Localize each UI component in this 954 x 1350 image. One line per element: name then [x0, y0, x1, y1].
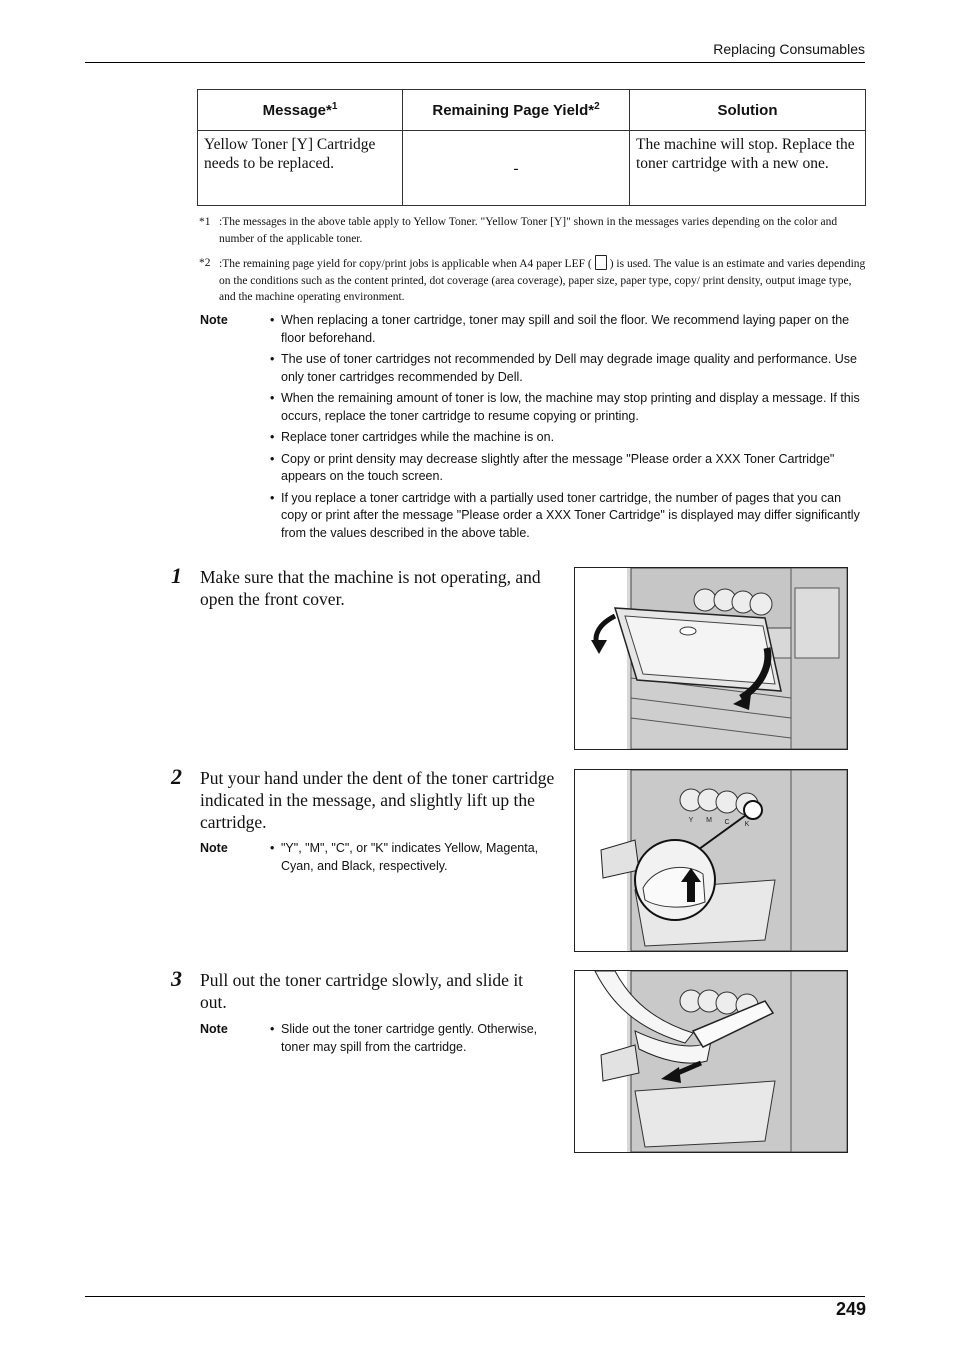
main-note-list [270, 312, 866, 546]
cell-solution: The machine will stop. Replace the toner cartridge with a new one. [630, 131, 866, 206]
note-item: • Slide out the toner cartridge gently. Otherwise, toner may spill from the cartridge. [270, 1021, 560, 1056]
cell-message: Yellow Toner [Y] Cartridge needs to be replaced. [198, 131, 403, 206]
note-label: Note [200, 1022, 228, 1036]
note-label: Note [200, 313, 228, 327]
step-number: 1 [171, 563, 182, 588]
step-number: 2 [171, 764, 182, 789]
figure-open-front-cover [574, 567, 848, 750]
footnote-text: :The remaining page yield for copy/print jobs is applicable when A4 paper LEF ( ) is used. The value is an estimate and varies depending on the conditions such as the content printed, dot coverage (area coverage), paper size, paper type, copy/ print density, output image type, and the machine operating environment. [219, 255, 869, 306]
note-item: • "Y", "M", "C", or "K" indicates Yellow, Magenta, Cyan, and Black, respectively. [270, 840, 560, 875]
label-m: M [706, 817, 712, 824]
header-rule [85, 62, 865, 63]
column-header-remaining-page-yield: Remaining Page Yield*$^2$ [403, 90, 630, 131]
footer-rule [85, 1296, 865, 1297]
note-item: • When the remaining amount of toner is low, the machine may stop printing and display a message. If this occurs, replace the toner cartridge to resume copying or printing. [270, 390, 866, 425]
running-header: Replacing Consumables [713, 41, 865, 57]
footnote-mark: *1 [199, 216, 211, 228]
step-number: 3 [171, 966, 182, 991]
note-item: • If you replace a toner cartridge with a partially used toner cartridge, the number of pages that you can copy or print after the message "Please order a XXX Toner Cartridge" is displayed may differ significantly from the values described in the above table. [270, 490, 866, 543]
page-number: 249 [835, 1299, 866, 1319]
note-item: • Replace toner cartridges while the machine is on. [270, 429, 866, 447]
column-header-solution: Solution [630, 90, 866, 131]
note-item: • When replacing a toner cartridge, toner may spill and soil the floor. We recommend laying paper on the floor beforehand. [270, 312, 866, 347]
footnote-2 [199, 255, 869, 306]
figure-slide-out-cartridge [574, 970, 848, 1153]
step-text: Put your hand under the dent of the toner cartridge indicated in the message, and slightly lift up the cartridge. [200, 768, 555, 832]
label-c: C [724, 819, 730, 826]
figure-lift-cartridge [574, 769, 848, 952]
note-item: • Copy or print density may decrease slightly after the message "Please order a XXX Toner Cartridge" appears on the touch screen. [270, 451, 866, 486]
cell-yield: - [403, 131, 630, 206]
label-k: K [744, 821, 750, 828]
step-text: Pull out the toner cartridge slowly, and slide it out. [200, 970, 524, 1012]
table-header-row [198, 90, 866, 131]
note-label: Note [200, 841, 228, 855]
step-note-list [270, 1021, 560, 1060]
footnote-text: :The messages in the above table apply to Yellow Toner. "Yellow Toner [Y]" shown in the messages varies depending on the color and number of the applicable toner. [219, 216, 838, 245]
message-table [197, 89, 866, 206]
table-row [198, 131, 866, 206]
step-note-list [270, 840, 560, 879]
note-item: • The use of toner cartridges not recommended by Dell may degrade image quality and performance. Use only toner cartridges recommended by Dell. [270, 351, 866, 386]
step-text: Make sure that the machine is not operating, and open the front cover. [200, 567, 541, 609]
paper-lef-icon [595, 255, 607, 270]
label-y: Y [688, 817, 694, 824]
footnote-mark: *2 [199, 257, 211, 269]
footnote-1 [199, 214, 869, 247]
column-header-message: Message*$^1$ [198, 90, 403, 131]
